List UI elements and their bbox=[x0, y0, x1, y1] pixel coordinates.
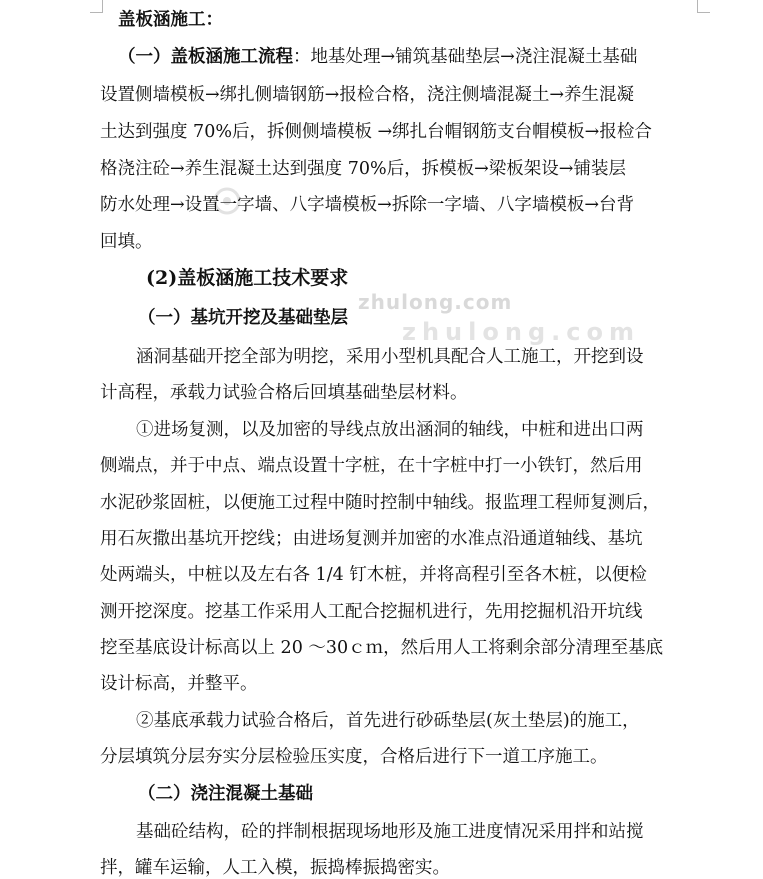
para4-line-1: 基础砼结构，砼的拌制根据现场地形及施工进度情况采用拌和站搅 bbox=[136, 822, 644, 842]
para1-line-1: 涵洞基础开挖全部为明挖，采用小型机具配合人工施工，开挖到设 bbox=[136, 347, 644, 367]
para2-line-7: 挖至基底设计标高以上 20 ～30ｃｍ，然后用人工将剩余部分清理至基底 bbox=[100, 638, 664, 658]
flow-line-5: 防水处理→设置一字墙、八字墙模板→拆除一字墙、八字墙模板→台背 bbox=[100, 195, 634, 215]
subsection-heading-1: （一）基坑开挖及基础垫层 bbox=[138, 308, 348, 328]
para2-line-2: 侧端点，并于中点、端点设置十字桩，在十字桩中打一小铁钉，然后用 bbox=[100, 456, 643, 476]
para1-line-2: 计高程，承载力试验合格后回填基础垫层材料。 bbox=[100, 383, 468, 403]
flow-line-3: 土达到强度 70%后，拆侧侧墙模板 →绑扎台帽钢筋支台帽模板→报检合 bbox=[100, 122, 652, 142]
flow-label: （一）盖板涵施工流程 bbox=[118, 47, 293, 67]
para3-line-1: ②基底承载力试验合格后，首先进行砂砾垫层(灰土垫层)的施工， bbox=[136, 711, 640, 731]
para2-line-3: 水泥砂浆固桩，以便施工过程中随时控制中轴线。报监理工程师复测后， bbox=[100, 493, 660, 513]
subsection-heading-2: （二）浇注混凝土基础 bbox=[138, 784, 313, 804]
para4-line-2: 拌，罐车运输，人工入模，振捣棒振捣密实。 bbox=[100, 858, 450, 878]
flow-text-1: ：地基处理→铺筑基础垫层→浇注混凝土基础 bbox=[293, 47, 638, 67]
doc-title: 盖板涵施工： bbox=[118, 10, 223, 30]
page-corner-mark-left bbox=[90, 0, 103, 13]
flow-line-4: 格浇注砼→养生混凝土达到强度 70%后，拆模板→梁板架设→铺装层 bbox=[100, 159, 626, 179]
watermark-text-faint: zhulong.com bbox=[402, 318, 640, 346]
para2-line-6: 测开挖深度。挖基工作采用人工配合挖掘机进行，先用挖掘机沿开坑线 bbox=[100, 602, 643, 622]
flow-line-6: 回填。 bbox=[100, 232, 153, 252]
flow-line-1 bbox=[118, 46, 718, 68]
section-heading-2: (2)盖板涵施工技术要求 bbox=[146, 267, 349, 289]
para2-line-4: 用石灰撒出基坑开挖线；由进场复测并加密的水准点沿通道轴线、基坑 bbox=[100, 529, 643, 549]
para2-line-1: ①进场复测，以及加密的导线点放出涵洞的轴线，中桩和进出口两 bbox=[136, 420, 644, 440]
para2-line-8: 设计标高，并整平。 bbox=[100, 674, 258, 694]
para3-line-2: 分层填筑分层夯实分层检验压实度，合格后进行下一道工序施工。 bbox=[100, 747, 608, 767]
para2-line-5: 处两端头，中桩以及左右各 1/4 钉木桩，并将高程引至各木桩，以便检 bbox=[100, 565, 647, 585]
watermark-text: zhulong.com bbox=[358, 290, 513, 314]
flow-line-2: 设置侧墙模板→绑扎侧墙钢筋→报检合格，浇注侧墙混凝土→养生混凝 bbox=[100, 85, 634, 105]
